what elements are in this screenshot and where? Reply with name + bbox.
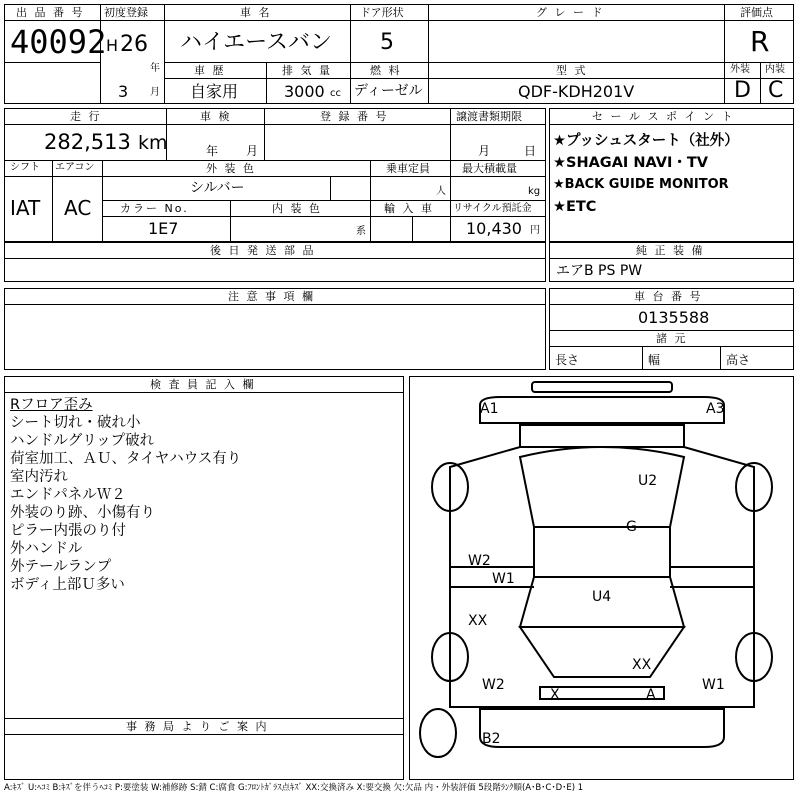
grade-label: グ レ ー ド	[536, 6, 605, 19]
int-score: C	[768, 78, 784, 103]
model: QDF-KDH201V	[518, 82, 635, 101]
reg-month: 3	[118, 82, 129, 101]
mark-a1: A1	[480, 401, 499, 417]
history: 自家用	[190, 82, 239, 101]
mileage-unit: km	[138, 132, 168, 154]
inspection-month-unit: 月	[246, 144, 259, 158]
year-unit: 年	[150, 63, 160, 74]
era: H	[106, 36, 119, 55]
lot-no: 40092	[10, 23, 107, 61]
color-no: 1E7	[148, 219, 179, 238]
length-label: 長さ	[555, 353, 580, 367]
car-diagram	[410, 377, 793, 779]
recycle-label: リサイクル預託金	[453, 203, 532, 214]
score: R	[750, 25, 770, 58]
ac-label: エアコン	[55, 162, 95, 173]
width-label: 幅	[648, 353, 661, 367]
first-reg-label: 初度登録	[104, 6, 148, 19]
office-label: 事 務 局 よ り ご 案 内	[126, 720, 269, 733]
remark-line: シート切れ・破れ小	[10, 415, 141, 431]
legend-text: A:ｷｽﾞ U:ﾍｺﾐ B:ｷｽﾞを伴うﾍｺﾐ P:要塗装 W:補修跡 S:錆 C:腐食 G:ﾌﾛﾝﾄｶﾞﾗｽ点ｷｽﾞ XX:交換済み X:要交換 欠:欠品 内・外装評価 5段階ﾗﾝｸ順(A･B･C･D･E) 1	[4, 783, 584, 793]
vehicle-info-table	[4, 108, 546, 242]
history-label: 車 歴	[194, 64, 226, 77]
inspector-remarks	[10, 396, 400, 594]
fuel: ディーゼル	[354, 83, 423, 99]
remark-line: ハンドルグリップ破れ	[10, 433, 155, 449]
rear-bumper-outline	[480, 709, 724, 747]
fuel-label: 燃 料	[370, 64, 402, 77]
chassis-number: 0135588	[638, 308, 710, 327]
mileage: 282,513	[44, 130, 131, 154]
inspection-year-unit: 年	[206, 144, 219, 158]
reg-year: 26	[120, 32, 148, 57]
remark-line: エンドパネルＷ２	[10, 487, 126, 503]
windshield-outline	[520, 447, 684, 527]
remark-line: 外装のり跡、小傷有り	[10, 505, 155, 521]
sales-point-item: ★SHAGAI NAVI・TV	[553, 155, 708, 171]
capacity-unit: 人	[436, 186, 446, 197]
sales-points-list	[553, 130, 793, 218]
sales-point-item: ★プッシュスタート（社外）	[553, 133, 739, 149]
mark-a3: A3	[706, 401, 725, 417]
displacement-unit: cc	[330, 88, 341, 99]
remark-line: 外ハンドル	[10, 541, 83, 557]
mileage-label: 走 行	[70, 110, 102, 123]
front-bumper-outline	[532, 382, 672, 392]
lot-no-label: 出 品 番 号	[16, 6, 85, 19]
reg-no-label: 登 録 番 号	[320, 110, 389, 123]
genuine-label: 純 正 装 備	[636, 244, 705, 257]
sales-point-item: ★ETC	[553, 199, 597, 215]
mark-w2-bottom: W2	[482, 677, 505, 693]
displacement-label: 排 気 量	[282, 64, 332, 77]
later-parts-label: 後 日 発 送 部 品	[210, 244, 316, 257]
car-name: ハイエースバン	[180, 30, 333, 55]
mark-w1-left: W1	[492, 571, 515, 587]
load-label: 最大積載量	[462, 162, 517, 175]
sales-points-label: セ ー ル ス ポ イ ン ト	[592, 110, 735, 123]
front-grille-outline	[520, 425, 684, 447]
ext-color-label: 外 装 色	[206, 162, 256, 175]
mark-b2: B2	[482, 731, 501, 747]
door-label: ドア形状	[360, 6, 404, 19]
displacement: 3000	[284, 82, 325, 101]
ext-score-label: 外装	[730, 64, 750, 75]
door-count: 5	[380, 30, 394, 55]
recycle-amount: 10,430	[466, 219, 522, 238]
inspection-label: 車 検	[200, 110, 232, 123]
int-color-label: 内 装 色	[272, 202, 322, 215]
mark-xx-left: XX	[468, 613, 488, 629]
rear-window-outline	[520, 627, 684, 677]
mark-a-rear: A	[646, 687, 656, 703]
mark-x-rear: X	[550, 687, 560, 703]
remark-line: Rフロア歪み	[10, 397, 93, 413]
mark-g: G	[626, 519, 637, 535]
mark-u4: U4	[592, 589, 612, 605]
sales-point-item: ★BACK GUIDE MONITOR	[553, 177, 729, 192]
ext-score: D	[734, 78, 751, 103]
notes-label: 注 意 事 項 欄	[228, 290, 315, 303]
chassis-label: 車 台 番 号	[634, 290, 703, 303]
color-no-label: カラー No.	[120, 202, 189, 215]
int-score-label: 内装	[765, 64, 785, 75]
remark-line: 外テールランプ	[10, 559, 112, 575]
load-unit: kg	[528, 186, 541, 197]
genuine-equipment: エアB PS PW	[556, 263, 643, 279]
remark-line: 室内汚れ	[10, 469, 68, 485]
transfer-label: 譲渡書類期限	[456, 110, 522, 123]
front-panel-outline	[480, 397, 724, 423]
shift-label: シフト	[10, 162, 40, 173]
import-label: 輸 入 車	[384, 202, 434, 215]
inspector-label: 検 査 員 記 入 欄	[150, 378, 256, 391]
height-label: 高さ	[726, 353, 751, 367]
dims-label: 諸 元	[656, 332, 688, 345]
mark-xx-right: XX	[632, 657, 652, 673]
mark-w2-left: W2	[468, 553, 491, 569]
ext-color: シルバー	[190, 180, 245, 196]
spare-wheel	[420, 709, 456, 757]
shift: IAT	[10, 196, 41, 220]
ac: AC	[64, 196, 92, 220]
capacity-label: 乗車定員	[386, 162, 430, 175]
mark-u2: U2	[638, 473, 658, 489]
month-unit: 月	[150, 87, 160, 98]
score-label: 評価点	[740, 6, 773, 19]
remark-line: ボディ上部Ｕ多い	[10, 577, 125, 593]
transfer-month-unit: 月	[478, 144, 491, 158]
int-color-unit: 系	[356, 226, 366, 237]
car-name-label: 車 名	[240, 6, 272, 19]
remark-line: 荷室加工、ＡＵ、タイヤハウス有り	[10, 451, 242, 467]
roof-outline	[534, 527, 670, 577]
recycle-unit: 円	[530, 225, 540, 236]
remark-line: ピラー内張のり付	[10, 523, 126, 539]
transfer-day-unit: 日	[524, 144, 537, 158]
model-label: 型 式	[556, 64, 588, 77]
mark-w1-right: W1	[702, 677, 725, 693]
